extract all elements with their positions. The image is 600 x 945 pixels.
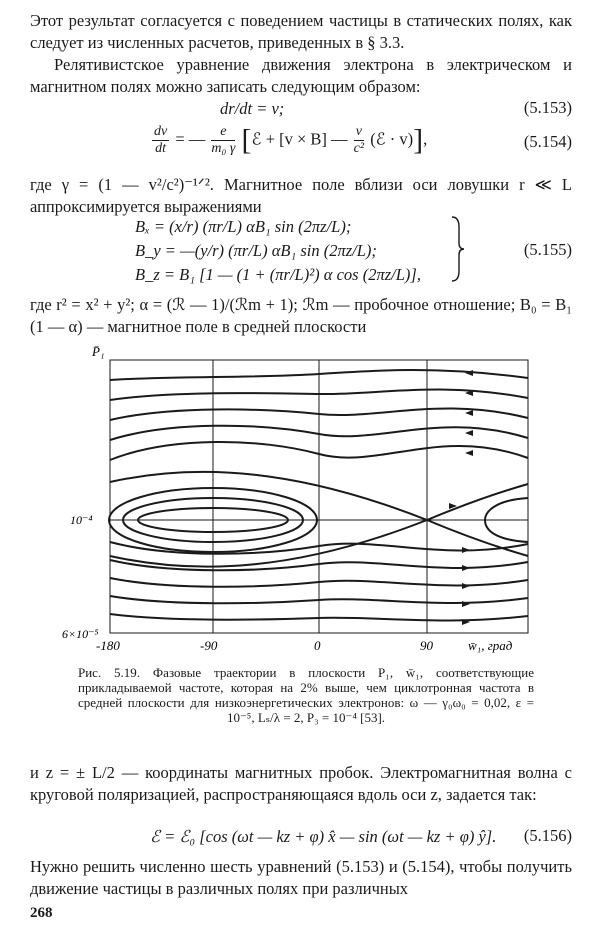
figure-caption: Рис. 5.19. Фазовые траектории в плоскости P₁, w̄₁, соответствующие прикладываемой частоте, которая на 2% выше, чем циклотронная частота в средней плоскости для низкоэнергетических электронов: ω — γ₀ω₀ = 0,02, ε = 10⁻⁵, Lₛ/λ = 2, P₃ = 10⁻⁴ [53]. [78, 665, 534, 725]
arrow-lower-0 [462, 547, 470, 553]
text-block-gamma [30, 174, 572, 218]
equation-number-5-153: (5.153) [523, 98, 572, 117]
x-tick-label-minus-90: -90 [200, 638, 218, 653]
phase-trajectory-figure [60, 343, 540, 655]
text-block-top [30, 10, 572, 98]
arrow-upper-4 [465, 450, 473, 456]
paragraph-3: где γ = (1 — v²/c²)⁻¹ᐟ². Магнитное поле вблизи оси ловушки r ≪ L аппроксимируется выражениями [30, 175, 572, 216]
equation-5-156: ℰ = ℰ₀ [cos (ωt — kz + φ) x̂ — sin (ωt — kz + φ) ŷ]. [150, 827, 497, 846]
text-block-last [30, 856, 572, 900]
x-axis-label: w̄₁, град [468, 638, 513, 653]
y-tick-label-lower: 6×10⁻⁵ [62, 627, 99, 641]
y-tick-label-upper: 10⁻⁴ [70, 513, 93, 527]
x-tick-label-minus-180: -180 [96, 638, 120, 653]
equation-5-155-bx: Bₓ = (x/r) (πr/L) αB₁ sin (2πz/L); [135, 217, 352, 236]
equation-5-155-bz: B_z = B₁ [1 — (1 + (πr/L)²) α cos (2πz/L)], [135, 265, 421, 284]
paragraph-2: Релятивистское уравнение движения электрона в электрическом и магнитном полях можно записать следующим образом: [30, 55, 572, 96]
x-tick-label-0: 0 [314, 638, 321, 653]
paragraph-6: Нужно решить численно шесть уравнений (5.153) и (5.154), чтобы получить движение частицы в различных полях при различных [30, 857, 572, 898]
fraction-dv-dt: $\frac{dv}{dt}$ [154, 124, 168, 156]
right-brace-icon [450, 215, 466, 283]
equation-5-155-by: B_y = —(y/r) (πr/L) αB₁ sin (2πz/L); [135, 241, 377, 260]
equation-5-154: $\frac{dv}{dt}$ = — $\frac{e}{\text{m₀ γ}}$ [ℰ + [v × B] — $\frac{v}{\text{c²}}$ (ℰ · v)], [154, 123, 428, 157]
equation-number-5-154: (5.154) [523, 132, 572, 151]
paragraph-4: где r² = x² + y²; α = (ℛ — 1)/(ℛm + 1); ℛm — пробочное отношение; B₀ = B₁ (1 — α) — магнитное поле в средней плоскости [30, 295, 572, 336]
equation-5-153: dr/dt = v; [220, 99, 285, 118]
fraction-e-m0-gamma: $\frac{e}{\text{m₀ γ}}$ [211, 124, 236, 156]
fraction-v-c2: $\frac{v}{\text{c²}}$ [353, 124, 365, 156]
text-block-bottom [30, 762, 572, 806]
arrow-upper-3 [465, 430, 473, 436]
figure-frame [110, 360, 528, 633]
arrow-lower-2 [462, 583, 470, 589]
text-block-definitions [30, 294, 572, 338]
page-number: 268 [30, 905, 53, 921]
equation-number-5-155: (5.155) [523, 240, 572, 259]
x-tick-label-90: 90 [420, 638, 433, 653]
paragraph-5: и z = ± L/2 — координаты магнитных пробок. Электромагнитная волна с круговой поляризацией, распространяющаяся вдоль оси z, задается так: [30, 763, 572, 804]
paragraph-1: Этот результат согласуется с поведением частицы в статических полях, как следует из численных расчетов, приведенных в § 3.3. [30, 11, 572, 52]
arrow-upper-2 [465, 410, 473, 416]
arrow-lower-1 [462, 565, 470, 571]
y-axis-label: P̄₁ [92, 344, 105, 359]
equation-number-5-156: (5.156) [523, 826, 572, 845]
